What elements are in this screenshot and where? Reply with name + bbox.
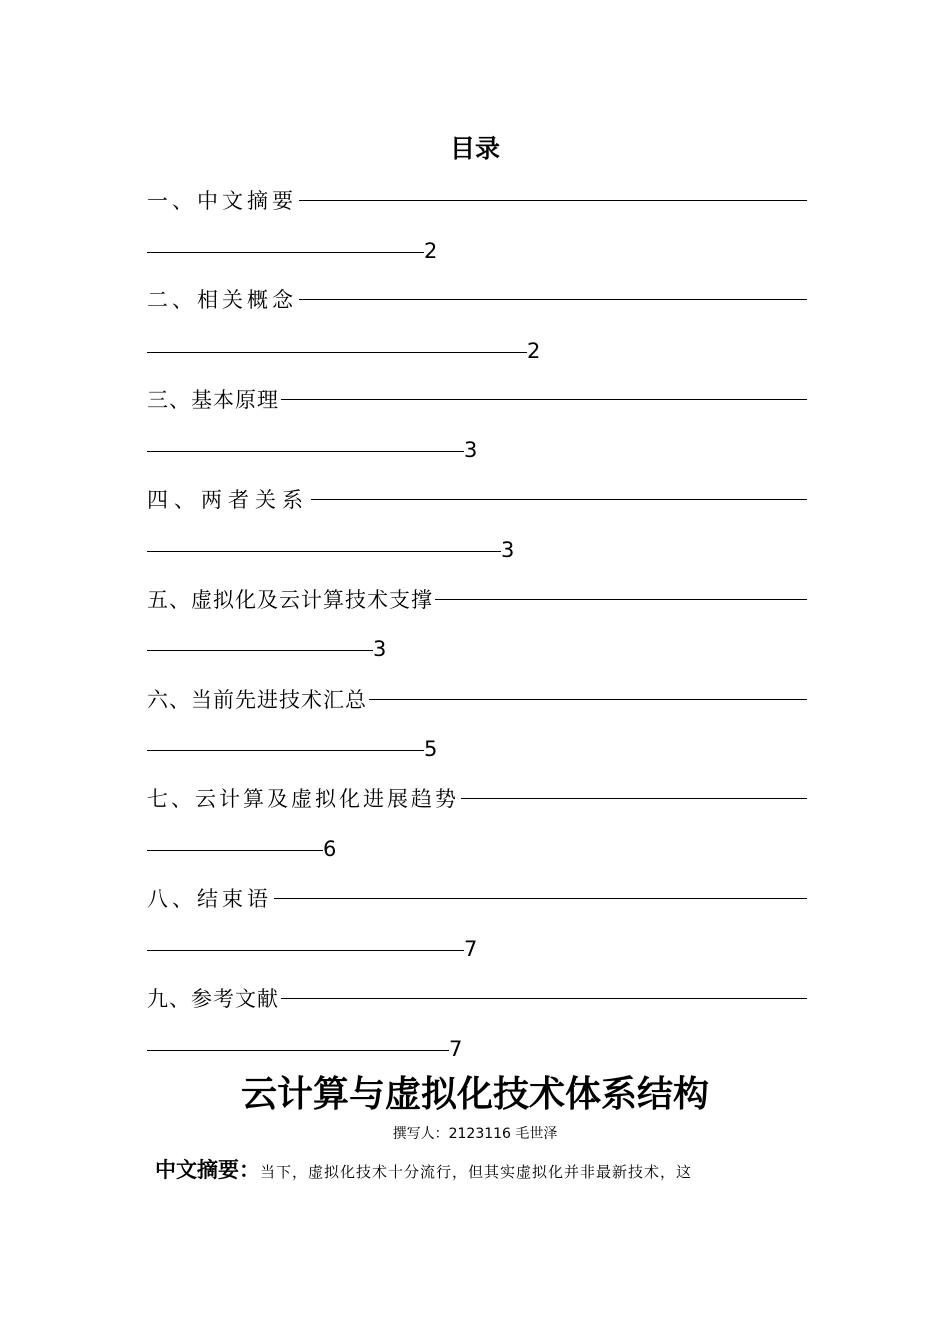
toc-entry-3-cont: [147, 434, 807, 464]
toc-entry-6: [147, 684, 807, 714]
toc-entry-5: [147, 584, 807, 614]
author-line: 撰写人：2123116 毛世泽: [392, 1126, 558, 1142]
toc-entry-6-cont: [147, 733, 807, 763]
toc-entry-8-cont: [147, 933, 807, 963]
toc-page-number: 2: [527, 339, 541, 363]
toc-entry-label: 七、云计算及虚拟化进展趋势: [147, 787, 459, 811]
toc-page-number: 6: [323, 837, 337, 861]
toc-entry-label: 八、结束语: [147, 887, 272, 911]
toc-leader: [147, 551, 501, 552]
toc-leader: [147, 850, 323, 851]
toc-leader: [147, 1050, 449, 1051]
toc-entry-5-cont: [147, 633, 807, 663]
toc-entry-label: 二、相关概念: [147, 288, 297, 312]
toc-leader: [281, 399, 807, 400]
toc-entry-label: 五、虚拟化及云计算技术支撑: [147, 588, 433, 612]
toc-leader: [311, 499, 807, 500]
toc-page-number: 3: [373, 637, 387, 661]
toc-entry-label: 三、基本原理: [147, 388, 279, 412]
toc-entry-9-cont: [147, 1033, 807, 1063]
toc-entry-2-cont: [147, 335, 807, 365]
toc-entry-7: [147, 783, 807, 813]
toc-leader: [299, 299, 807, 300]
toc-entry-9: [147, 983, 807, 1013]
toc-entry-8: [147, 883, 807, 913]
toc-entry-4: [147, 484, 807, 514]
toc-leader: [147, 352, 527, 353]
toc-entry-1: [147, 185, 807, 215]
toc-leader: [274, 898, 807, 899]
toc-leader: [435, 599, 807, 600]
toc-entry-label: 六、当前先进技术汇总: [147, 688, 367, 712]
toc-leader: [147, 950, 464, 951]
toc-page-number: 7: [449, 1037, 463, 1061]
toc-entry-7-cont: [147, 833, 807, 863]
toc-page-number: 3: [501, 538, 515, 562]
toc-entry-label: 九、参考文献: [147, 987, 279, 1011]
toc-page-number: 2: [424, 239, 438, 263]
toc-entry-4-cont: [147, 534, 807, 564]
toc-leader: [299, 200, 807, 201]
toc-page-number: 5: [424, 737, 438, 761]
abstract-text: 当下，虚拟化技术十分流行，但其实虚拟化并非最新技术，这: [260, 1163, 693, 1181]
toc-leader: [369, 699, 807, 700]
abstract-label: 中文摘要：: [155, 1158, 260, 1182]
toc-leader: [147, 650, 373, 651]
toc-page-number: 3: [464, 438, 478, 462]
toc-entry-label: 一、中文摘要: [147, 189, 297, 213]
toc-leader: [281, 998, 807, 999]
toc-leader: [147, 750, 424, 751]
toc-entry-1-cont: [147, 235, 807, 265]
toc-leader: [461, 798, 807, 799]
toc-entry-3: [147, 384, 807, 414]
toc-entry-label: 四、两者关系: [147, 488, 309, 512]
toc-page-number: 7: [464, 937, 478, 961]
toc-leader: [147, 451, 464, 452]
abstract-paragraph: [155, 1155, 815, 1187]
toc-entry-2: [147, 284, 807, 314]
toc-leader: [147, 252, 424, 253]
document-title: 云计算与虚拟化技术体系结构: [240, 1074, 709, 1115]
toc-title: 目录: [449, 134, 500, 163]
